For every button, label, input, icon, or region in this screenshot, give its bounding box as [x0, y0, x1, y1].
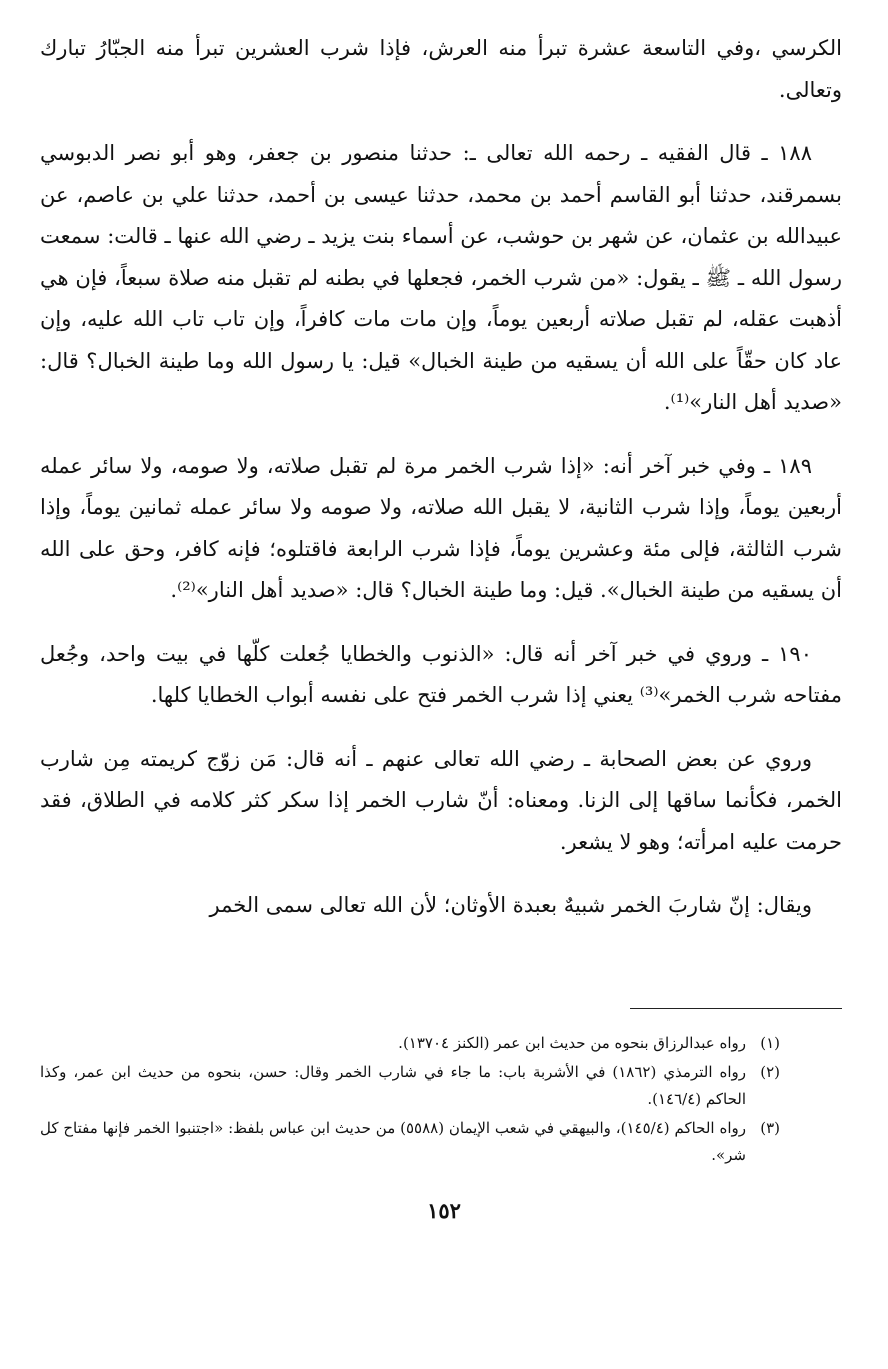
footnotes	[40, 1030, 780, 1171]
footnote-number: (٣)	[760, 1119, 780, 1137]
footnote-text: رواه الترمذي (١٨٦٢) في الأشربة باب: ما جاء في شارب الخمر وقال: حسن، بنحوه من حديث ابن عمر، وكذا الحاكم (١٤٦/٤).	[40, 1063, 747, 1108]
footnote	[40, 1059, 780, 1113]
footnote	[40, 1030, 780, 1057]
body-paragraph: ١٨٩ ـ وفي خبر آخر أنه: «إذا شرب الخمر مرة لم تقبل صلاته، ولا صومه، ولا سائر عمله أربعين يوماً، وإذا شرب الثانية، لا يقبل الله صلاته، ولا صومه ولا سائر عمله ثمانين يوماً، وإذا شرب الثالثة، فإلى مئة وعشرين يوماً، فإذا شرب الرابعة فاقتلوه؛ فإنه كافر، وحق على الله أن يسقيه من طينة الخبال». قيل: وما طينة الخبال؟ قال: «صديد أهل النار»⁽²⁾.	[40, 453, 842, 602]
page-body	[40, 28, 842, 949]
footnote-text: رواه عبدالرزاق بنحوه من حديث ابن عمر (الكنز ١٣٧٠٤).	[398, 1034, 746, 1052]
footnote-separator	[630, 1008, 842, 1009]
footnote-number: (٢)	[760, 1063, 780, 1081]
page-number: ١٥٢	[427, 1198, 461, 1223]
footnote-number: (١)	[760, 1034, 780, 1052]
body-paragraph: ١٩٠ ـ وروي في خبر آخر أنه قال: «الذنوب والخطايا جُعلت كلّها في بيت واحد، وجُعل مفتاحه شرب الخمر»⁽³⁾ يعني إذا شرب الخمر فتح على نفسه أبواب الخطايا كلها.	[40, 641, 842, 707]
body-paragraph: ويقال: إنّ شاربَ الخمر شبيهٌ بعبدة الأوثان؛ لأن الله تعالى سمى الخمر	[209, 893, 812, 917]
footnote-text: رواه الحاكم (١٤٥/٤)، والبيهقي في شعب الإيمان (٥٥٨٨) من حديث ابن عباس بلفظ: «اجتنبوا الخمر فإنها مفتاح كل شر».	[40, 1119, 746, 1164]
body-paragraph: وروي عن بعض الصحابة ـ رضي الله تعالى عنهم ـ أنه قال: مَن زوّج كريمته مِن شارب الخمر، فكأنما ساقها إلى الزنا. ومعناه: أنّ شارب الخمر إذا سكر كثر كلامه في الطلاق، فقد حرمت عليه امرأته؛ وهو لا يشعر.	[40, 746, 842, 854]
body-paragraph: ١٨٨ ـ قال الفقيه ـ رحمه الله تعالى ـ: حدثنا منصور بن جعفر، وهو أبو نصر الدبوسي بسمرقند، حدثنا أبو القاسم أحمد بن محمد، حدثنا عيسى بن أحمد، حدثنا علي بن عاصم، عن عبيدالله بن عثمان، عن شهر بن حوشب، عن أسماء بنت يزيد ـ رضي الله عنها ـ قالت: سمعت رسول الله ـ ﷺ ـ يقول: «من شرب الخمر، فجعلها في بطنه لم تقبل منه صلاة سبعاً، فإن هي أذهبت عقله، لم تقبل صلاته أربعين يوماً، وإن مات مات كافراً، وإن تاب تاب الله عليه، وإن عاد كان حقّاً على الله أن يسقيه من طينة الخبال» قيل: يا رسول الله وما طينة الخبال؟ قال: «صديد أهل النار»⁽¹⁾.	[40, 141, 842, 414]
body-paragraph: الكرسي ،وفي التاسعة عشرة تبرأ منه العرش، فإذا شرب العشرين تبرأ منه الجبّارُ تبارك وتعالى.	[40, 36, 842, 102]
footnote	[40, 1115, 780, 1169]
